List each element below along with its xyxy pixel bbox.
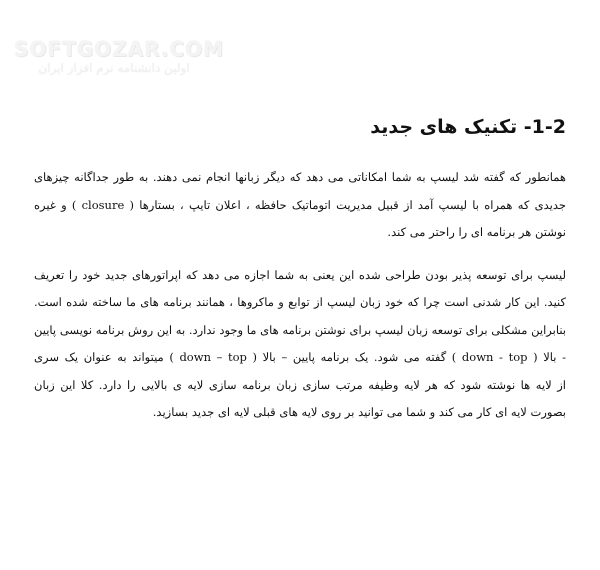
paragraph-intro <box>34 164 566 247</box>
paragraph-line: بصورت لایه ای کار می کند و شما می توانید بر روی لایه های قبلی لایه ای جدید بسازید. <box>152 405 566 419</box>
paragraph-line: - بالا ( down - top ) گفته می شود. یک برنامه پایین – بالا ( down – top ) میتواند به عنوان یک سری <box>34 350 566 364</box>
watermark-logo: SOFTGOZAR.COM <box>14 37 225 61</box>
paragraph-extensibility <box>34 262 566 427</box>
paragraph-line: همانطور که گفته شد لیسپ به شما امکاناتی می دهد که دیگر زبانها انجام نمی دهند. به طور جداگانه چیزهای <box>34 170 566 184</box>
paragraph-line: لیسپ برای توسعه پذیر بودن طراحی شده این یعنی به شما اجازه می دهد که اپراتورهای جدید خود را تعریف <box>34 267 566 282</box>
paragraph-line: از لایه ها نوشته شود که هر لایه وظیفه مرتب سازی زبان برنامه سازی لایه ی بالایی را دارد. کلا این زبان <box>34 377 566 392</box>
watermark-tagline: اولین دانشنامه نرم افزار ایران <box>38 61 190 75</box>
paragraph-line: بنابراین مشکلی برای توسعه زبان لیسپ برای نوشتن برنامه های ما وجود ندارد. به این روش برنامه نویسی پایین <box>34 322 566 337</box>
section-heading: 1-2- تکنیک های جدید <box>370 116 566 138</box>
document-body <box>34 112 566 442</box>
watermark <box>14 37 225 76</box>
paragraph-line: جدیدی که همراه با لیسپ آمد از قبیل مدیریت اتوماتیک حافظه ، اعلان تایپ ، بستارها ( closure ) و غیره <box>34 197 566 212</box>
paragraph-line: نوشتن هر برنامه ای را راحتر می کند. <box>387 225 566 239</box>
paragraph-line: کنید. این کار شدنی است چرا که خود زبان لیسپ از توابع و ماکروها ، همانند برنامه های ما ساخته شده است. <box>34 295 566 309</box>
